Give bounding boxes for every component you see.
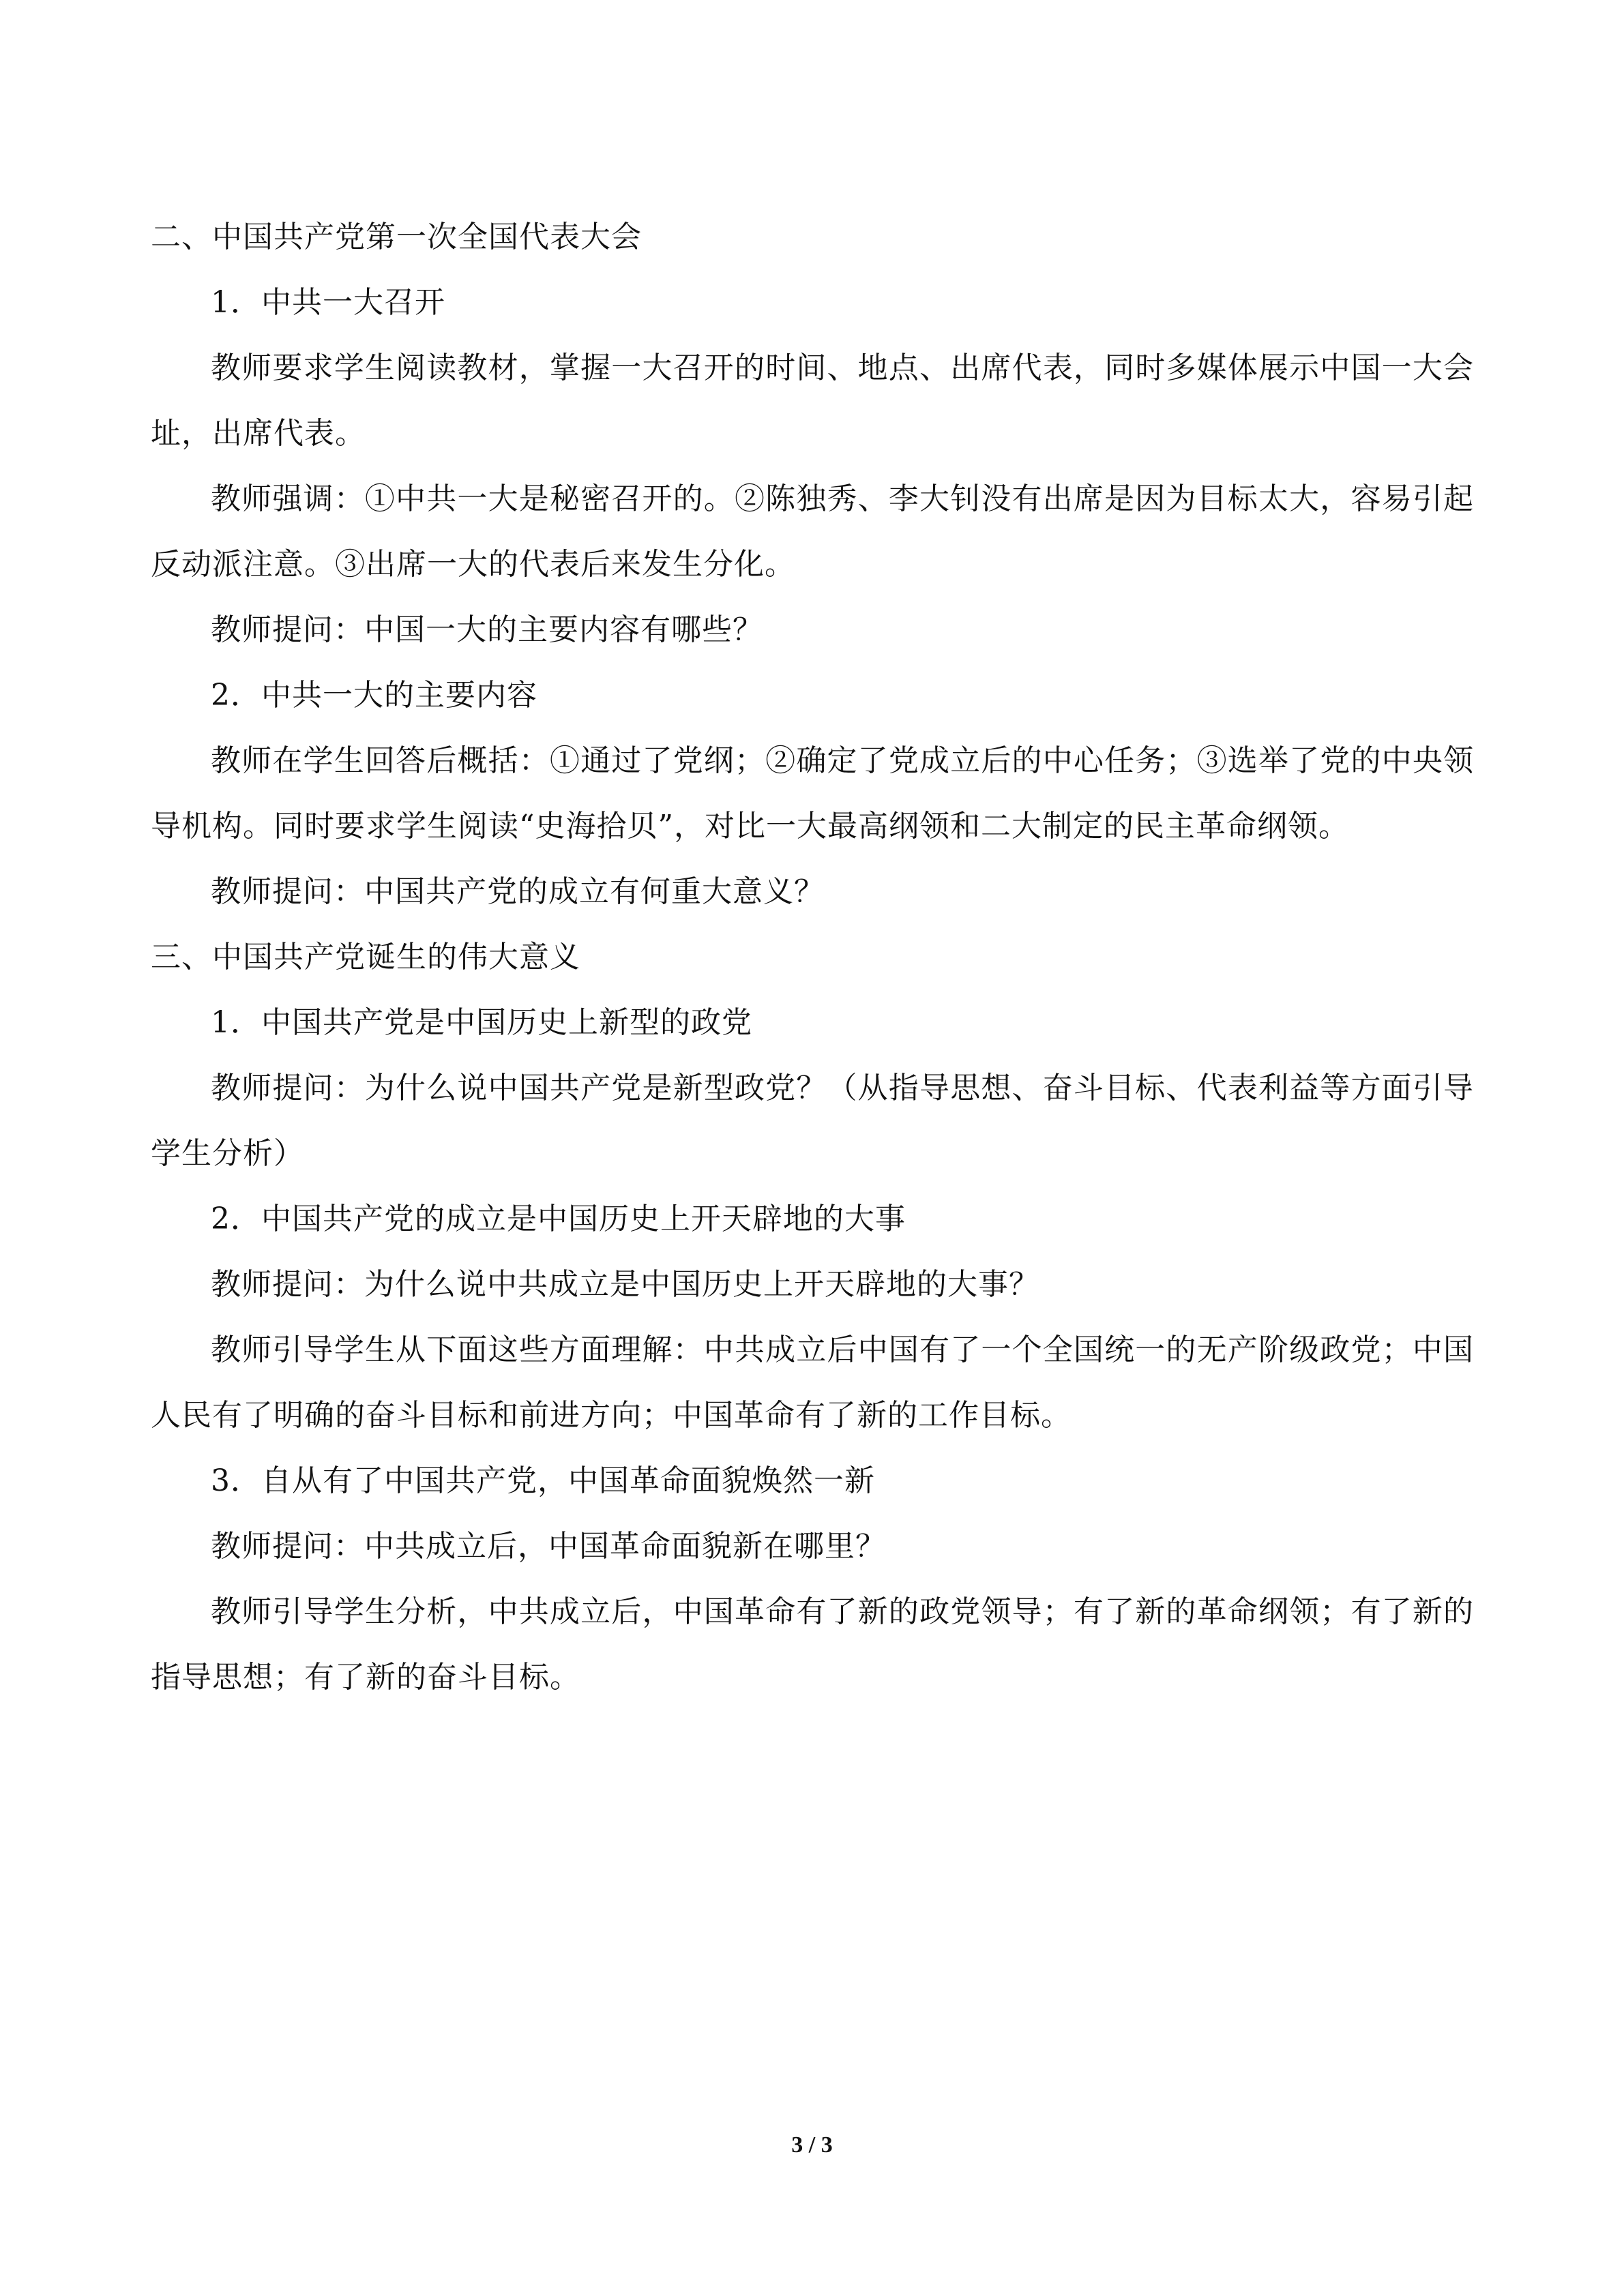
body-paragraph: 教师要求学生阅读教材，掌握一大召开的时间、地点、出席代表，同时多媒体展示中国一大会址，出席代表。 bbox=[151, 351, 1474, 451]
document-body bbox=[151, 205, 1474, 1710]
subsection-heading: 2．中共一大的主要内容 bbox=[211, 678, 537, 713]
body-paragraph: 教师提问：中国共产党的成立有何重大意义？ bbox=[211, 874, 825, 909]
body-paragraph: 教师引导学生从下面这些方面理解：中共成立后中国有了一个全国统一的无产阶级政党；中国人民有了明确的奋斗目标和前进方向；中国革命有了新的工作目标。 bbox=[151, 1332, 1474, 1433]
subsection-heading: 1．中共一大召开 bbox=[211, 285, 445, 320]
body-paragraph: 教师提问：中国一大的主要内容有哪些？ bbox=[211, 612, 763, 647]
body-paragraph: 教师提问：中共成立后，中国革命面貌新在哪里？ bbox=[211, 1529, 886, 1564]
section-heading: 三、中国共产党诞生的伟大意义 bbox=[151, 940, 580, 974]
section-heading: 二、中国共产党第一次全国代表大会 bbox=[151, 220, 642, 254]
subsection-heading: 1．中国共产党是中国历史上新型的政党 bbox=[211, 1005, 752, 1040]
body-paragraph: 教师引导学生分析，中共成立后，中国革命有了新的政党领导；有了新的革命纲领；有了新的指导思想；有了新的奋斗目标。 bbox=[151, 1594, 1474, 1695]
body-paragraph: 教师在学生回答后概括：①通过了党纲；②确定了党成立后的中心任务；③选举了党的中央领导机构。同时要求学生阅读“史海拾贝”，对比一大最高纲领和二大制定的民主革命纲领。 bbox=[151, 743, 1474, 844]
body-paragraph: 教师强调：①中共一大是秘密召开的。②陈独秀、李大钊没有出席是因为目标太大，容易引起反动派注意。③出席一大的代表后来发生分化。 bbox=[151, 481, 1474, 582]
body-paragraph: 教师提问：为什么说中国共产党是新型政党？（从指导思想、奋斗目标、代表利益等方面引导学生分析） bbox=[151, 1071, 1474, 1171]
subsection-heading: 2．中国共产党的成立是中国历史上开天辟地的大事 bbox=[211, 1202, 906, 1236]
subsection-heading: 3．自从有了中国共产党，中国革命面貌焕然一新 bbox=[211, 1463, 875, 1498]
page-number: 3 / 3 bbox=[791, 2132, 833, 2158]
body-paragraph: 教师提问：为什么说中共成立是中国历史上开天辟地的大事？ bbox=[211, 1267, 1039, 1302]
